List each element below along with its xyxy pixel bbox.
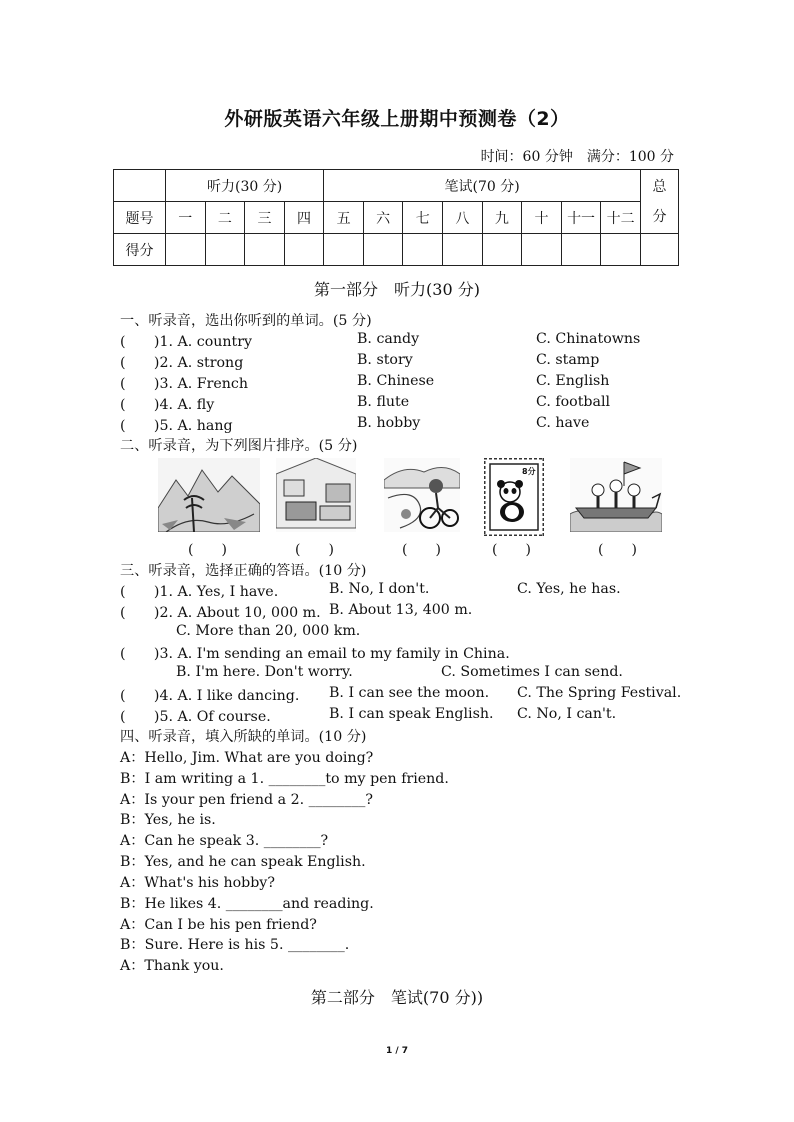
order-blank[interactable]: ( ) (402, 542, 441, 558)
q3-option-c: C. Yes, he has. (517, 581, 621, 597)
q1-option-b: B. Chinese (357, 373, 435, 389)
dialogue-line: A：What's his hobby? (120, 875, 275, 891)
q1-option-a: ( )2. A. strong (120, 355, 244, 371)
score-cell[interactable] (166, 234, 206, 266)
q1-option-a: ( )3. A. French (120, 376, 248, 392)
picture-row (150, 458, 670, 538)
q1-option-c: C. English (536, 373, 610, 389)
q1-option-c: C. have (536, 415, 590, 431)
score-cell[interactable] (245, 234, 285, 266)
q3-option-a: ( )5. A. Of course. (120, 709, 271, 725)
q3-option-c: C. Sometimes I can send. (441, 664, 623, 680)
dialogue-line: A：Thank you. (120, 958, 224, 974)
q1-option-b: B. hobby (357, 415, 421, 431)
order-blank[interactable]: ( ) (598, 542, 637, 558)
item-cell: 五 (324, 202, 364, 234)
dragon-boat-picture (570, 458, 662, 532)
score-cell[interactable] (403, 234, 443, 266)
dialogue-line: A：Hello, Jim. What are you doing? (120, 750, 374, 766)
panda-stamp-picture (484, 458, 544, 536)
q1-option-b: B. candy (357, 331, 420, 347)
q1-option-c: C. stamp (536, 352, 600, 368)
q1-option-a: ( )1. A. country (120, 334, 253, 350)
score-cell[interactable] (284, 234, 324, 266)
q2-heading: 二、听录音，为下列图片排序。(5 分) (120, 438, 358, 454)
score-table (113, 169, 679, 266)
q1-option-b: B. flute (357, 394, 410, 410)
q1-option-c: C. football (536, 394, 611, 410)
item-cell: 八 (443, 202, 483, 234)
stamp-value: 8分 (522, 467, 536, 476)
item-cell: 三 (245, 202, 285, 234)
order-blank[interactable]: ( ) (492, 542, 531, 558)
q3-option-a: ( )3. A. I'm sending an email to my family in China. (120, 646, 510, 662)
page-title: 外研版英语六年级上册期中预测卷（2） (224, 108, 570, 130)
q3-option-b: B. No, I don't. (329, 581, 430, 597)
dialogue-line: B：Yes, and he can speak English. (120, 854, 366, 870)
q3-option-c: C. More than 20, 000 km. (176, 623, 361, 639)
dialogue-line: A：Can I be his pen friend? (120, 917, 317, 933)
item-cell: 十 (522, 202, 562, 234)
q4-heading: 四、听录音，填入所缺的单词。(10 分) (120, 729, 367, 745)
q1-option-a: ( )5. A. hang (120, 418, 233, 434)
item-cell: 七 (403, 202, 443, 234)
q1-option-b: B. story (357, 352, 413, 368)
page-number: 1 / 7 (385, 1046, 409, 1056)
listening-header: 听力(30 分) (166, 170, 324, 202)
q3-option-a: ( )4. A. I like dancing. (120, 688, 300, 704)
mountain-landscape-picture (158, 458, 260, 532)
row-label-item: 题号 (114, 202, 166, 234)
part1-title: 第一部分 听力(30 分) (314, 280, 480, 299)
q3-option-c: C. The Spring Festival. (517, 685, 682, 701)
q1-option-c: C. Chinatowns (536, 331, 641, 347)
room-picture (276, 458, 356, 532)
girl-cycling-picture (384, 458, 460, 532)
dialogue-line: A：Can he speak 3. ________? (120, 833, 329, 849)
dialogue-line: B：He likes 4. ________and reading. (120, 896, 374, 912)
writing-header: 笔试(70 分) (324, 170, 641, 202)
item-cell: 十二 (601, 202, 641, 234)
item-cell: 四 (284, 202, 324, 234)
order-blank[interactable]: ( ) (295, 542, 334, 558)
dialogue-line: B：Yes, he is. (120, 812, 216, 828)
dialogue-line: B：Sure. Here is his 5. ________. (120, 937, 350, 953)
q3-heading: 三、听录音，选择正确的答语。(10 分) (120, 563, 367, 579)
dialogue-line: B：I am writing a 1. ________to my pen friend. (120, 771, 449, 787)
item-cell: 一 (166, 202, 206, 234)
score-cell[interactable] (561, 234, 601, 266)
dialogue-line: A：Is your pen friend a 2. ________? (120, 792, 374, 808)
score-cell[interactable] (205, 234, 245, 266)
score-cell[interactable] (641, 234, 679, 266)
q3-option-c: C. No, I can't. (517, 706, 617, 722)
part2-title: 第二部分 笔试(70 分)) (310, 988, 484, 1007)
item-cell: 二 (205, 202, 245, 234)
q1-heading: 一、听录音，选出你听到的单词。(5 分) (120, 313, 372, 329)
order-blank[interactable]: ( ) (188, 542, 227, 558)
score-cell[interactable] (522, 234, 562, 266)
item-cell: 六 (363, 202, 403, 234)
score-cell[interactable] (482, 234, 522, 266)
score-cell[interactable] (363, 234, 403, 266)
score-cell[interactable] (601, 234, 641, 266)
q3-option-b: B. I'm here. Don't worry. (176, 664, 353, 680)
row-label-score: 得分 (114, 234, 166, 266)
score-cell[interactable] (443, 234, 483, 266)
q3-option-b: B. I can see the moon. (329, 685, 490, 701)
q3-option-a: ( )1. A. Yes, I have. (120, 584, 279, 600)
q3-option-b: B. About 13, 400 m. (329, 602, 473, 618)
q3-option-b: B. I can speak English. (329, 706, 494, 722)
item-cell: 十一 (561, 202, 601, 234)
item-cell: 九 (482, 202, 522, 234)
q3-option-a: ( )2. A. About 10, 000 m. (120, 605, 321, 621)
total-header: 总 分 (641, 170, 679, 234)
q1-option-a: ( )4. A. fly (120, 397, 215, 413)
score-cell[interactable] (324, 234, 364, 266)
blank-cell (114, 170, 166, 202)
exam-meta: 时间：60 分钟 满分：100 分 (480, 149, 674, 165)
